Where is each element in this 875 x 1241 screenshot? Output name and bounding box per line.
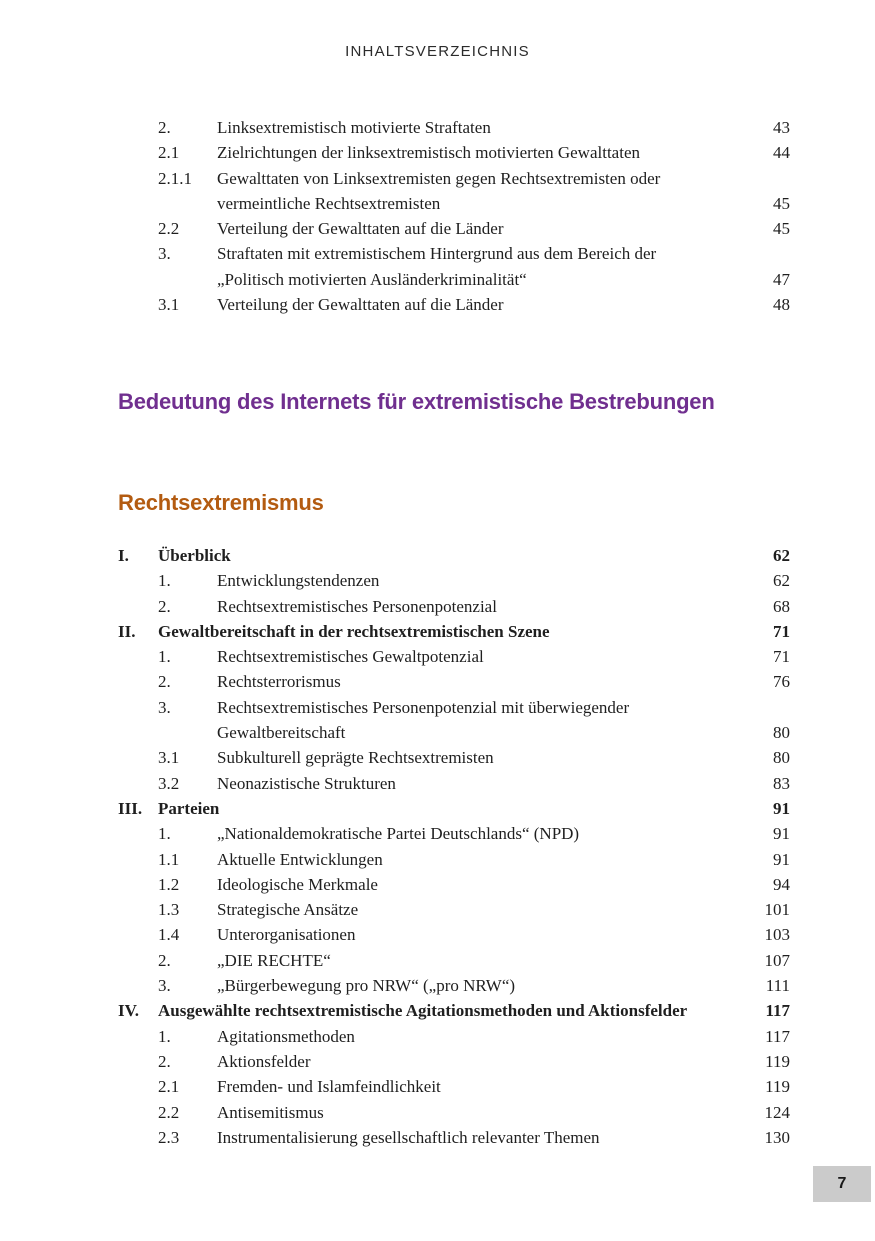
toc-row bbox=[118, 973, 790, 998]
toc-row-page: 107 bbox=[764, 950, 790, 970]
toc-row-page: 117 bbox=[765, 1026, 790, 1046]
toc-row-title: Aktuelle Entwicklungen bbox=[217, 849, 383, 869]
toc-row bbox=[118, 1024, 790, 1049]
toc-row-page: 91 bbox=[773, 824, 790, 844]
toc-row bbox=[118, 796, 790, 821]
toc-row-number: 1.1 bbox=[158, 849, 180, 869]
toc-row-numeral: I. bbox=[118, 546, 129, 565]
toc-row bbox=[118, 619, 790, 644]
toc-row-number: 2.2 bbox=[158, 219, 180, 239]
toc-row-page: 62 bbox=[773, 546, 790, 565]
toc-row bbox=[118, 821, 790, 846]
toc-row bbox=[118, 922, 790, 947]
toc-row-number: 2.1 bbox=[158, 1077, 180, 1097]
toc-row-page: 80 bbox=[773, 748, 790, 768]
toc-row-title: „Bürgerbewegung pro NRW“ („pro NRW“) bbox=[217, 976, 516, 996]
toc-row bbox=[118, 1049, 790, 1074]
toc-row-title: Verteilung der Gewalttaten auf die Länder bbox=[217, 219, 504, 239]
toc-row-title: Antisemitismus bbox=[217, 1102, 324, 1122]
toc-row-number: 2.1 bbox=[158, 143, 180, 163]
toc-row bbox=[118, 140, 790, 165]
toc-row-number: 1. bbox=[158, 1026, 171, 1046]
toc-row-page: 71 bbox=[773, 621, 790, 641]
toc-row bbox=[118, 847, 790, 872]
toc-row-page: 47 bbox=[773, 269, 790, 289]
toc-row-title: Linksextremistisch motivierte Straftaten bbox=[217, 118, 491, 137]
toc-row-title: Rechtsterrorismus bbox=[217, 672, 341, 692]
toc-row-number: 1. bbox=[158, 647, 171, 667]
toc-row-title: Ausgewählte rechtsextremistische Agitationsmethoden und Aktionsfelder bbox=[158, 1001, 688, 1021]
toc-row-title: Straftaten mit extremistischem Hintergrund aus dem Bereich der bbox=[217, 244, 657, 264]
toc-row bbox=[118, 872, 790, 897]
toc-row-title: Instrumentalisierung gesellschaftlich relevanter Themen bbox=[217, 1127, 600, 1147]
toc-row-number: 2.2 bbox=[158, 1102, 180, 1122]
toc-row-title: Überblick bbox=[158, 546, 231, 565]
toc-row bbox=[118, 594, 790, 619]
toc-row-page: 91 bbox=[773, 798, 790, 818]
toc-row-title: Verteilung der Gewalttaten auf die Länder bbox=[217, 295, 504, 315]
toc-row-title: Rechtsextremistisches Personenpotenzial bbox=[217, 596, 497, 616]
chapter-heading-internet: Bedeutung des Internets für extremistische Bestrebungen bbox=[118, 389, 715, 414]
toc-row bbox=[118, 695, 790, 720]
toc-block-rechtsextremismus bbox=[118, 543, 790, 1150]
toc-row-page: 101 bbox=[764, 900, 790, 920]
toc-row-number: 2. bbox=[158, 950, 171, 970]
toc-row-page: 94 bbox=[773, 874, 790, 894]
toc-row-number: 3. bbox=[158, 976, 171, 996]
toc-row-title: vermeintliche Rechtsextremisten bbox=[217, 193, 441, 213]
toc-row-page: 76 bbox=[773, 672, 790, 692]
toc-row bbox=[118, 115, 790, 140]
toc-row bbox=[118, 216, 790, 241]
toc-row-page: 62 bbox=[773, 571, 790, 591]
toc-row bbox=[118, 948, 790, 973]
toc-row bbox=[118, 897, 790, 922]
toc-row-page: 103 bbox=[764, 925, 790, 945]
toc-row-title: Aktionsfelder bbox=[217, 1051, 311, 1071]
toc-row-title: Rechtsextremistisches Gewaltpotenzial bbox=[217, 647, 484, 667]
toc-row-page: 130 bbox=[764, 1127, 790, 1147]
toc-row bbox=[118, 998, 790, 1023]
toc-row bbox=[118, 267, 790, 292]
toc-row bbox=[118, 191, 790, 216]
toc-row-title: Subkulturell geprägte Rechtsextremisten bbox=[217, 748, 494, 768]
toc-row-title: Zielrichtungen der linksextremistisch motivierten Gewalttaten bbox=[217, 143, 640, 163]
toc-row bbox=[118, 669, 790, 694]
toc-row bbox=[118, 166, 790, 191]
toc-row-page: 45 bbox=[773, 193, 790, 213]
toc-row-title: Parteien bbox=[158, 798, 220, 818]
toc-row-page: 124 bbox=[764, 1102, 790, 1122]
toc-row-page: 80 bbox=[773, 723, 790, 743]
toc-row bbox=[118, 292, 790, 317]
page-title: INHALTSVERZEICHNIS bbox=[345, 43, 530, 60]
toc-row-title: Neonazistische Strukturen bbox=[217, 773, 396, 793]
footer-page-number-badge bbox=[813, 1166, 871, 1202]
toc-row-page: 83 bbox=[773, 773, 790, 793]
toc-row bbox=[118, 543, 790, 568]
toc-row-page: 43 bbox=[773, 118, 790, 137]
toc-row-page: 45 bbox=[773, 219, 790, 239]
toc-row-number: 1. bbox=[158, 571, 171, 591]
toc-row-number: 3.1 bbox=[158, 295, 180, 315]
toc-row-title: Strategische Ansätze bbox=[217, 900, 359, 920]
footer-page-number: 7 bbox=[837, 1175, 847, 1192]
toc-row-title: Gewaltbereitschaft in der rechtsextremistischen Szene bbox=[158, 621, 550, 641]
toc-row-number: 1.2 bbox=[158, 874, 180, 894]
toc-row-title: „DIE RECHTE“ bbox=[217, 950, 331, 970]
toc-row-page: 117 bbox=[765, 1001, 790, 1021]
toc-row-number: 3.2 bbox=[158, 773, 180, 793]
toc-block-linksextremismus bbox=[118, 115, 790, 317]
toc-row-number: 2. bbox=[158, 672, 171, 692]
toc-row-page: 119 bbox=[765, 1077, 790, 1097]
toc-row bbox=[118, 241, 790, 266]
toc-row-number: 1.4 bbox=[158, 925, 180, 945]
toc-row bbox=[118, 568, 790, 593]
toc-row bbox=[118, 644, 790, 669]
toc-row-page: 91 bbox=[773, 849, 790, 869]
toc-row-number: 2. bbox=[158, 118, 171, 137]
toc-row-title: Entwicklungstendenzen bbox=[217, 571, 380, 591]
toc-row bbox=[118, 1125, 790, 1150]
toc-row bbox=[118, 1100, 790, 1125]
toc-row-page: 48 bbox=[773, 295, 790, 315]
toc-row-title: „Politisch motivierten Ausländerkriminalität“ bbox=[217, 269, 527, 289]
toc-row-numeral: III. bbox=[118, 798, 143, 818]
toc-row-page: 111 bbox=[765, 976, 790, 996]
toc-row-page: 119 bbox=[765, 1051, 790, 1071]
toc-row-title: Rechtsextremistisches Personenpotenzial mit überwiegender bbox=[217, 697, 630, 717]
toc-row-page: 68 bbox=[773, 596, 790, 616]
toc-row-numeral: IV. bbox=[118, 1001, 139, 1021]
toc-row-number: 3.1 bbox=[158, 748, 180, 768]
toc-row-number: 2. bbox=[158, 1051, 171, 1071]
toc-row-title: Fremden- und Islamfeindlichkeit bbox=[217, 1077, 441, 1097]
toc-row-title: Unterorganisationen bbox=[217, 925, 356, 945]
toc-row-page: 71 bbox=[773, 647, 790, 667]
toc-row-title: Ideologische Merkmale bbox=[217, 874, 378, 894]
toc-row-number: 3. bbox=[158, 697, 171, 717]
toc-row-number: 2.1.1 bbox=[158, 168, 192, 188]
toc-row-title: Gewaltbereitschaft bbox=[217, 723, 346, 743]
toc-row-title: „Nationaldemokratische Partei Deutschlands“ (NPD) bbox=[217, 824, 580, 844]
toc-row-number: 2. bbox=[158, 596, 171, 616]
toc-row-title: Agitationsmethoden bbox=[217, 1026, 355, 1046]
toc-row-page: 44 bbox=[773, 143, 790, 163]
toc-row-number: 3. bbox=[158, 244, 171, 264]
toc-row bbox=[118, 745, 790, 770]
chapter-heading-rechtsextremismus: Rechtsextremismus bbox=[118, 490, 324, 515]
toc-row-number: 1.3 bbox=[158, 900, 180, 920]
toc-row bbox=[118, 771, 790, 796]
toc-row bbox=[118, 720, 790, 745]
toc-row-title: Gewalttaten von Linksextremisten gegen Rechtsextremisten oder bbox=[217, 168, 661, 188]
toc-row-number: 1. bbox=[158, 824, 171, 844]
toc-row bbox=[118, 1074, 790, 1099]
toc-row-numeral: II. bbox=[118, 621, 136, 641]
toc-row-number: 2.3 bbox=[158, 1127, 180, 1147]
